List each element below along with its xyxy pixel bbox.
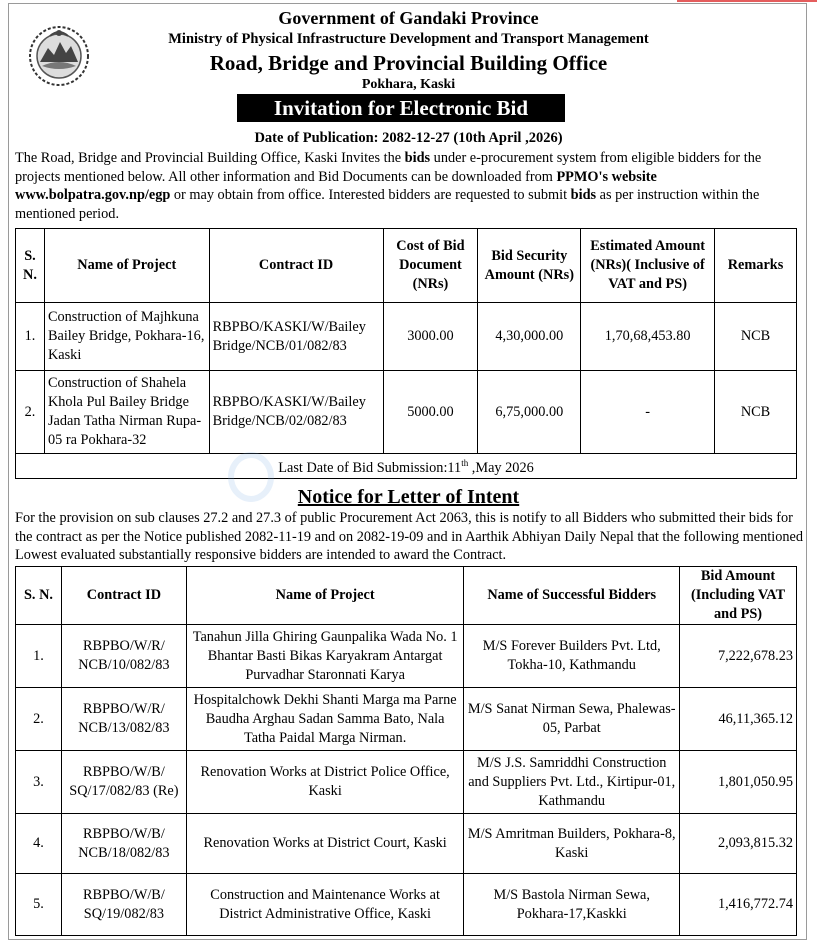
- table-row: [16, 688, 797, 751]
- bid-row-cost: 3000.00: [383, 303, 478, 371]
- bid-header-estimate: Estimated Amount (NRs)( Inclusive of VAT and PS): [581, 229, 715, 303]
- loi-row-project: Construction and Maintenance Works at District Administrative Office, Kaski: [186, 874, 464, 936]
- bid-table: [15, 228, 797, 479]
- intro-text-1: The Road, Bridge and Provincial Building Office, Kaski Invites the: [15, 150, 405, 166]
- last-date-sup: th: [461, 458, 469, 468]
- intro-bold-website: PPMO's website www.bolpatra.gov.np/egp: [15, 168, 657, 204]
- bid-row-estimate: -: [581, 371, 715, 454]
- office-title: Road, Bridge and Provincial Building Office: [209, 51, 608, 75]
- loi-row-contract: RBPBO/W/R/ NCB/10/082/83: [61, 625, 186, 688]
- loi-header-contract: Contract ID: [61, 567, 186, 625]
- bid-row-project: Construction of Majhkuna Bailey Bridge, Pokhara-16, Kaski: [44, 303, 209, 371]
- bid-row-contract: RBPBO/KASKI/W/Bailey Bridge/NCB/01/082/83: [209, 303, 383, 371]
- loi-row-project: Renovation Works at District Court, Kaski: [186, 814, 464, 874]
- intro-bold-1: bids: [404, 150, 431, 166]
- loi-header-amount: Bid Amount (Including VAT and PS): [680, 567, 797, 625]
- government-title: Government of Gandaki Province: [278, 8, 539, 28]
- bid-row-contract: RBPBO/KASKI/W/Bailey Bridge/NCB/02/082/83: [209, 371, 383, 454]
- last-date-prefix: Last Date of Bid Submission:11: [278, 459, 462, 476]
- loi-row-sn: 3.: [16, 751, 62, 814]
- bid-header-sn: S. N.: [16, 229, 45, 303]
- intro-paragraph: [15, 149, 805, 223]
- table-row: [16, 371, 797, 454]
- loi-row-contract: RBPBO/W/B/ NCB/18/082/83: [61, 814, 186, 874]
- last-date-cell: [16, 454, 797, 479]
- bid-row-estimate: 1,70,68,453.80: [581, 303, 715, 371]
- bid-header-contract: Contract ID: [209, 229, 383, 303]
- bid-header-project: Name of Project: [44, 229, 209, 303]
- notice-title: Notice for Letter of Intent: [297, 486, 520, 508]
- bid-header-cost: Cost of Bid Document (NRs): [383, 229, 478, 303]
- intro-text-4: as per instruction within the mentioned period.: [15, 187, 760, 222]
- last-date-suffix: ,May 2026: [468, 459, 534, 476]
- loi-row-bidder: M/S Sanat Nirman Sewa, Phalewas-05, Parbat: [464, 688, 680, 751]
- loi-header-project: Name of Project: [186, 567, 464, 625]
- bid-row-project: Construction of Shahela Khola Pul Bailey Bridge Jadan Tatha Nirman Rupa-05 ra Pokhara-32: [44, 371, 209, 454]
- table-row: [16, 751, 797, 814]
- loi-row-sn: 2.: [16, 688, 62, 751]
- table-row: [16, 625, 797, 688]
- loi-row-contract: RBPBO/W/R/ NCB/13/082/83: [61, 688, 186, 751]
- bid-row-sn: 2.: [16, 371, 45, 454]
- intro-text-2: under e-procurement system from eligible bidders for the projects mentioned below. All other information and Bid Documents can be downloaded from: [15, 150, 762, 185]
- bid-row-security: 4,30,000.00: [478, 303, 581, 371]
- last-date-row: [16, 454, 797, 479]
- bid-header-remarks: Remarks: [715, 229, 797, 303]
- loi-row-project: Renovation Works at District Police Office, Kaski: [186, 751, 464, 814]
- loi-table: [15, 566, 797, 936]
- corner-mark: [677, 0, 817, 2]
- bid-header-security: Bid Security Amount (NRs): [478, 229, 581, 303]
- intro-text-3: or may obtain from office. Interested bidders are requested to submit: [170, 187, 571, 204]
- table-row: [16, 874, 797, 936]
- loi-row-contract: RBPBO/W/B/ SQ/17/082/83 (Re): [61, 751, 186, 814]
- loi-row-project: Hospitalchowk Dekhi Shanti Marga ma Parne Baudha Arghau Sadan Samma Bato, Nala Tatha Paidal Marga Nirman.: [186, 688, 464, 751]
- loi-row-amount: 7,222,678.23: [680, 625, 797, 688]
- bid-row-remarks: NCB: [715, 303, 797, 371]
- office-location: Pokhara, Kaski: [361, 77, 456, 92]
- loi-row-amount: 1,801,050.95: [680, 751, 797, 814]
- loi-row-amount: 46,11,365.12: [680, 688, 797, 751]
- ministry-title: Ministry of Physical Infrastructure Development and Transport Management: [168, 31, 649, 47]
- loi-row-bidder: M/S Forever Builders Pvt. Ltd, Tokha-10, Kathmandu: [464, 625, 680, 688]
- notice-paragraph: For the provision on sub clauses 27.2 and 27.3 of public Procurement Act 2063, this is notify to all Bidders who submitted their bids for the contract as per the Notice published 2082-11-19 and on 2082-19-09 and in Aarthik Abhiyan Daily Nepal that the following mentioned Lowest evaluated substantially responsive bidders are intended to award the Contract.: [15, 510, 803, 564]
- loi-row-contract: RBPBO/W/B/ SQ/19/082/83: [61, 874, 186, 936]
- loi-row-sn: 1.: [16, 625, 62, 688]
- bid-row-cost: 5000.00: [383, 371, 478, 454]
- loi-row-sn: 4.: [16, 814, 62, 874]
- publication-date: Date of Publication: 2082-12-27 (10th April ,2026): [254, 130, 563, 146]
- loi-row-bidder: M/S J.S. Samriddhi Construction and Suppliers Pvt. Ltd., Kirtipur-01, Kathmandu: [464, 751, 680, 814]
- loi-row-bidder: M/S Amritman Builders, Pokhara-8, Kaski: [464, 814, 680, 874]
- loi-row-amount: 1,416,772.74: [680, 874, 797, 936]
- intro-bold-2: bids: [570, 187, 597, 204]
- bid-row-security: 6,75,000.00: [478, 371, 581, 454]
- loi-row-bidder: M/S Bastola Nirman Sewa, Pokhara-17,Kaskki: [464, 874, 680, 936]
- loi-header-sn: S. N.: [16, 567, 62, 625]
- table-row: [16, 303, 797, 371]
- loi-header-bidder: Name of Successful Bidders: [464, 567, 680, 625]
- bid-row-remarks: NCB: [715, 371, 797, 454]
- loi-row-project: Tanahun Jilla Ghiring Gaunpalika Wada No. 1 Bhantar Basti Bikas Karyakram Antargat Purvadhar Staronnati Karya: [186, 625, 464, 688]
- loi-row-sn: 5.: [16, 874, 62, 936]
- bid-banner: Invitation for Electronic Bid: [237, 94, 565, 122]
- table-row: [16, 814, 797, 874]
- bid-row-sn: 1.: [16, 303, 45, 371]
- loi-row-amount: 2,093,815.32: [680, 814, 797, 874]
